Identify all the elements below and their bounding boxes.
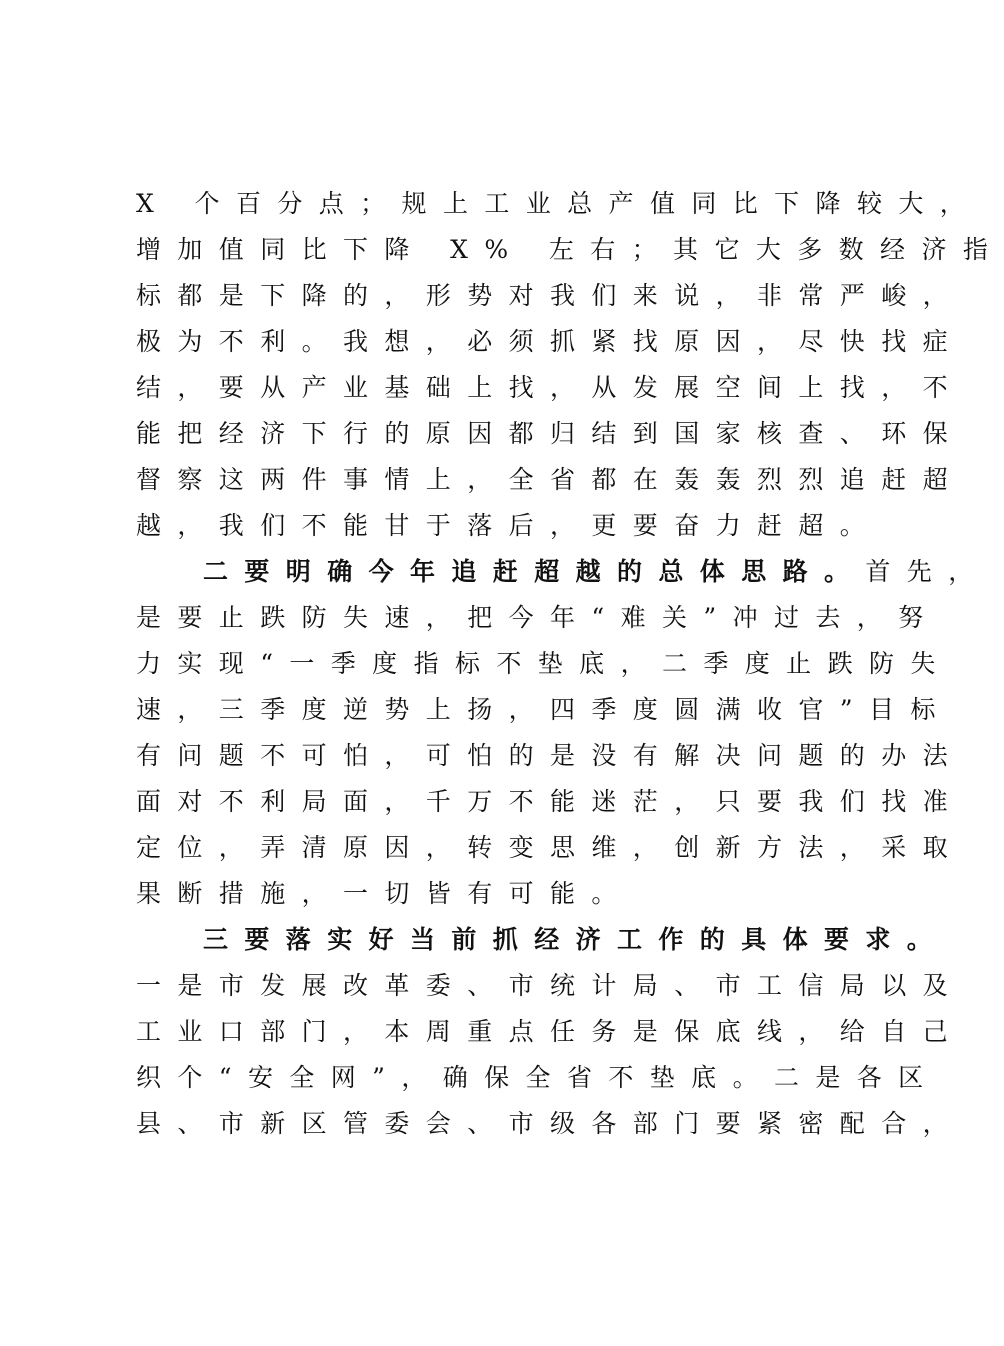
body-line-6: 能把经济下行的原因都归结到国家核查、环保 — [136, 419, 965, 448]
section-3-heading: 三要落实好当前抓经济工作的具体要求。 — [203, 925, 949, 954]
body-line-5: 结，要从产业基础上找，从发展空间上找，不 — [136, 373, 965, 402]
section-3-line-3: 织个“安全网”，确保全省不垫底。二是各区 — [136, 1063, 940, 1092]
section-2-line-4: 有问题不可怕，可怕的是没有解决问题的办法 — [136, 741, 965, 770]
section-3-line-2: 工业口部门，本周重点任务是保底线，给自己 — [136, 1017, 965, 1046]
section-2-line-2: 力实现“一季度指标不垫底，二季度止跌防失 — [136, 649, 952, 678]
body-line-1: X 个百分点；规上工业总产值同比下降较大， — [136, 189, 982, 218]
section-2-first-line-rest: 首先， — [865, 557, 990, 586]
section-2-line-5: 面对不利局面，千万不能迷茫，只要我们找准 — [136, 787, 965, 816]
section-2-line-6: 定位，弄清原因，转变思维，创新方法，采取 — [136, 833, 965, 862]
body-line-4: 极为不利。我想，必须抓紧找原因，尽快找症 — [136, 327, 965, 356]
body-line-8: 越，我们不能甘于落后，更要奋力赶超。 — [136, 511, 882, 540]
section-3-line-1: 一是市发展改革委、市统计局、市工信局以及 — [136, 971, 965, 1000]
section-3-line-4: 县、市新区管委会、市级各部门要紧密配合， — [136, 1109, 965, 1138]
body-line-7: 督察这两件事情上，全省都在轰轰烈烈追赶超 — [136, 465, 965, 494]
body-line-3: 标都是下降的，形势对我们来说，非常严峻， — [136, 281, 965, 310]
section-2-line-1: 是要止跌防失速，把今年“难关”冲过去，努 — [136, 603, 940, 632]
body-line-2: 增加值同比下降 X% 左右；其它大多数经济指 — [136, 235, 1004, 264]
section-2-line-3: 速，三季度逆势上扬，四季度圆满收官”目标 — [136, 695, 952, 724]
section-2-first-line — [203, 552, 990, 592]
section-2-line-7: 果断措施，一切皆有可能。 — [136, 879, 633, 908]
section-2-heading: 二要明确今年追赶超越的总体思路。 — [203, 557, 866, 586]
